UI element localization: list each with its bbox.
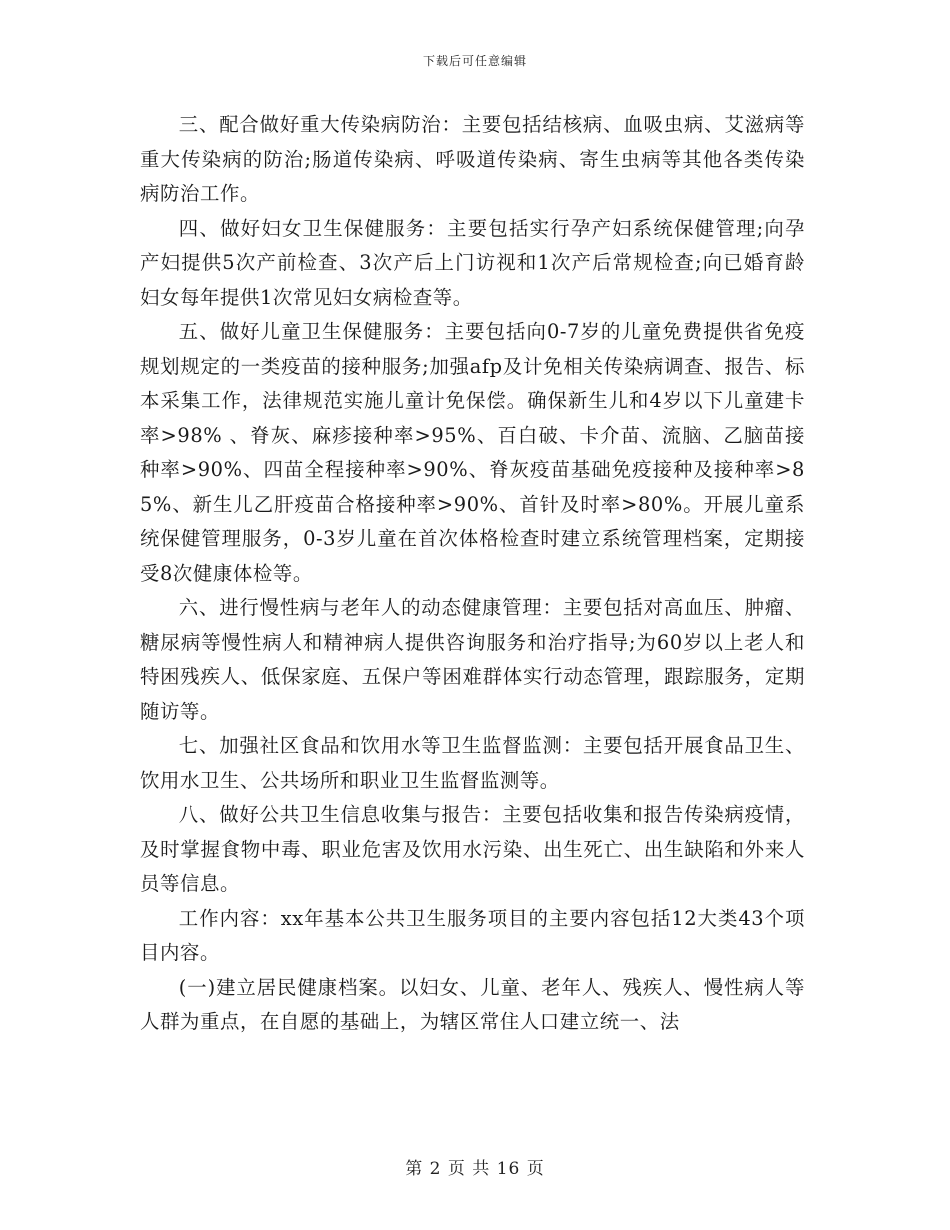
paragraph-health-records: (一)建立居民健康档案。以妇女、儿童、老年人、残疾人、慢性病人等人群为重点，在自愿的基础上，为辖区常住人口建立统一、法 <box>140 975 805 1033</box>
paragraph-child-health: 五、做好儿童卫生保健服务：主要包括向0-7岁的儿童免费提供省免疫规划规定的一类疫苗的接种服务;加强afp及计免相关传染病调查、报告、标本采集工作，法律规范实施儿童计免保偿。确保新生儿和4岁以下儿童建卡率>98% 、脊灰、麻疹接种率>95%、百白破、卡介苗、流脑、乙脑苗接种率>90%、四苗全程接种率>90%、脊灰疫苗基础免疫接种及接种率>85%、新生儿乙肝疫苗合格接种率>90%、首针及时率>80%。开展儿童系统保健管理服务，0-3岁儿童在首次体格检查时建立系统管理档案，定期接受8次健康体检等。 <box>140 320 805 585</box>
page-number: 第 2 页 共 16 页 <box>405 1159 545 1179</box>
document-body <box>140 108 805 1040</box>
paragraph-food-water: 七、加强社区食品和饮用水等卫生监督监测：主要包括开展食品卫生、饮用水卫生、公共场所和职业卫生监督监测等。 <box>140 734 805 792</box>
paragraph-info-reporting: 八、做好公共卫生信息收集与报告：主要包括收集和报告传染病疫情，及时掌握食物中毒、职业危害及饮用水污染、出生死亡、出生缺陷和外来人员等信息。 <box>140 803 805 895</box>
paragraph-disease-control: 三、配合做好重大传染病防治：主要包括结核病、血吸虫病、艾滋病等重大传染病的防治;肠道传染病、呼吸道传染病、寄生虫病等其他各类传染病防治工作。 <box>140 113 805 205</box>
paragraph-chronic-elderly: 六、进行慢性病与老年人的动态健康管理：主要包括对高血压、肿瘤、糖尿病等慢性病人和精神病人提供咨询服务和治疗指导;为60岁以上老人和特困残疾人、低保家庭、五保户等困难群体实行动态管理，跟踪服务，定期随访等。 <box>140 596 805 723</box>
page-header: 下载后可任意编辑 <box>422 54 527 68</box>
paragraph-work-content: 工作内容：xx年基本公共卫生服务项目的主要内容包括12大类43个项目内容。 <box>140 906 805 964</box>
paragraph-women-health: 四、做好妇女卫生保健服务：主要包括实行孕产妇系统保健管理;向孕产妇提供5次产前检查、3次产后上门访视和1次产后常规检查;向已婚育龄妇女每年提供1次常见妇女病检查等。 <box>140 216 805 309</box>
